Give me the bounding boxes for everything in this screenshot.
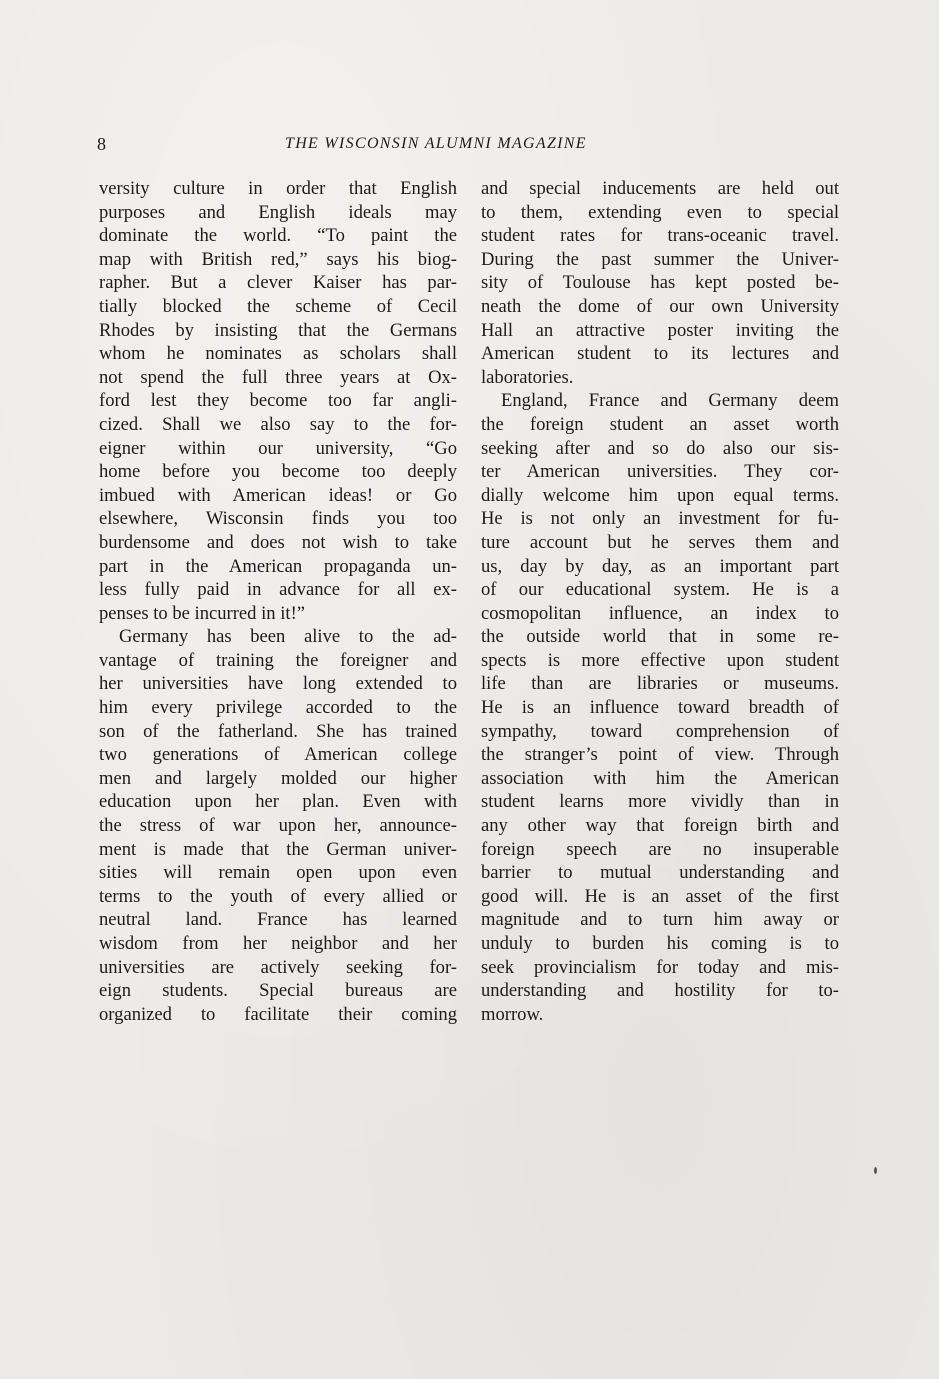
text-line: the stranger’s point of view. Through: [481, 744, 839, 766]
text-line: to them, extending even to special: [481, 201, 839, 223]
text-line: the stress of war upon her, announce-: [99, 815, 457, 837]
text-line: seek provincialism for today and mis-: [481, 956, 839, 978]
text-line: seeking after and so do also our sis-: [481, 437, 839, 459]
text-line: wisdom from her neighbor and her: [99, 933, 457, 954]
text-line: not spend the full three years at Ox-: [99, 366, 457, 388]
text-line: tially blocked the scheme of Cecil: [99, 295, 457, 317]
text-line: organized to facilitate their coming: [99, 1003, 457, 1025]
text-line: dominate the world. “To paint the: [99, 225, 457, 247]
text-line: two generations of American college: [99, 744, 457, 766]
text-line: student rates for trans-oceanic travel.: [481, 225, 839, 247]
text-line: of our educational system. He is a: [481, 579, 839, 601]
text-line: sities will remain open upon even: [99, 862, 457, 884]
text-line: morrow.: [481, 1003, 544, 1025]
text-line: laboratories.: [481, 366, 574, 388]
text-line: cosmopolitan influence, an index to: [481, 602, 839, 624]
text-line: He is an influence toward breadth of: [481, 697, 839, 719]
text-line: whom he nominates as scholars shall: [99, 343, 457, 365]
text-line: During the past summer the Univer-: [481, 248, 839, 270]
text-line: England, France and Germany deem: [501, 390, 839, 412]
text-line: ter American universities. They cor-: [481, 461, 839, 483]
paper-speck: [874, 1167, 877, 1174]
text-line: her universities have long extended to: [99, 673, 457, 695]
text-line: any other way that foreign birth and: [481, 815, 839, 837]
text-line: son of the fatherland. She has trained: [99, 720, 457, 742]
text-line: barrier to mutual understanding and: [481, 862, 839, 884]
text-line: sity of Toulouse has kept posted be-: [481, 272, 839, 294]
text-line: Rhodes by insisting that the Germans: [99, 319, 457, 341]
page-header: [97, 133, 841, 157]
text-line: home before you become too deeply: [99, 461, 457, 483]
text-line: He is not only an investment for fu-: [481, 508, 839, 530]
text-line: penses to be incurred in it!”: [99, 602, 306, 624]
text-line: vantage of training the foreigner and: [99, 649, 457, 671]
text-line: unduly to burden his coming is to: [481, 933, 839, 954]
text-line: the foreign student an asset worth: [481, 413, 839, 435]
text-line: purposes and English ideals may: [99, 201, 457, 223]
text-line: cized. Shall we also say to the for-: [99, 413, 457, 435]
text-line: life than are libraries or museums.: [481, 673, 839, 695]
text-line: association with him the American: [481, 767, 839, 789]
text-line: less fully paid in advance for all ex-: [99, 579, 457, 601]
text-line: ment is made that the German univer-: [99, 838, 457, 860]
text-line: the outside world that in some re-: [481, 626, 839, 648]
text-line: universities are actively seeking for-: [99, 956, 457, 978]
text-line: understanding and hostility for to-: [481, 980, 839, 1002]
running-title: THE WISCONSIN ALUMNI MAGAZINE: [285, 135, 587, 152]
text-line: education upon her plan. Even with: [99, 791, 457, 813]
text-line: good will. He is an asset of the first: [481, 885, 839, 907]
text-line: eigner within our university, “Go: [99, 437, 457, 459]
text-line: and special inducements are held out: [481, 178, 839, 199]
text-line: student learns more vividly than in: [481, 791, 839, 813]
text-line: rapher. But a clever Kaiser has par-: [99, 272, 457, 294]
left-column: [99, 177, 457, 1026]
text-line: spects is more effective upon student: [481, 649, 839, 671]
text-line: burdensome and does not wish to take: [99, 531, 457, 553]
text-line: men and largely molded our higher: [99, 767, 457, 789]
text-line: sympathy, toward comprehension of: [481, 720, 839, 742]
right-column: [481, 177, 839, 1026]
text-line: elsewhere, Wisconsin finds you too: [99, 508, 457, 530]
text-line: Germany has been alive to the ad-: [119, 626, 457, 648]
text-line: us, day by day, as an important part: [481, 555, 839, 577]
text-line: neutral land. France has learned: [99, 909, 457, 931]
text-line: terms to the youth of every allied or: [99, 885, 457, 907]
text-line: part in the American propaganda un-: [99, 555, 457, 577]
text-line: magnitude and to turn him away or: [481, 909, 839, 931]
text-line: Hall an attractive poster inviting the: [481, 319, 839, 341]
text-line: imbued with American ideas! or Go: [99, 484, 457, 506]
text-line: eign students. Special bureaus are: [99, 980, 457, 1002]
text-line: neath the dome of our own University: [481, 295, 839, 317]
text-line: map with British red,” says his biog-: [99, 248, 457, 270]
text-line: foreign speech are no insuperable: [481, 838, 839, 860]
text-line: ford lest they become too far angli-: [99, 390, 457, 412]
text-line: American student to its lectures and: [481, 343, 839, 365]
text-line: versity culture in order that English: [99, 178, 457, 199]
text-line: dially welcome him upon equal terms.: [481, 484, 839, 506]
text-line: him every privilege accorded to the: [99, 697, 457, 719]
page-number: 8: [97, 134, 106, 154]
text-line: ture account but he serves them and: [481, 531, 839, 553]
